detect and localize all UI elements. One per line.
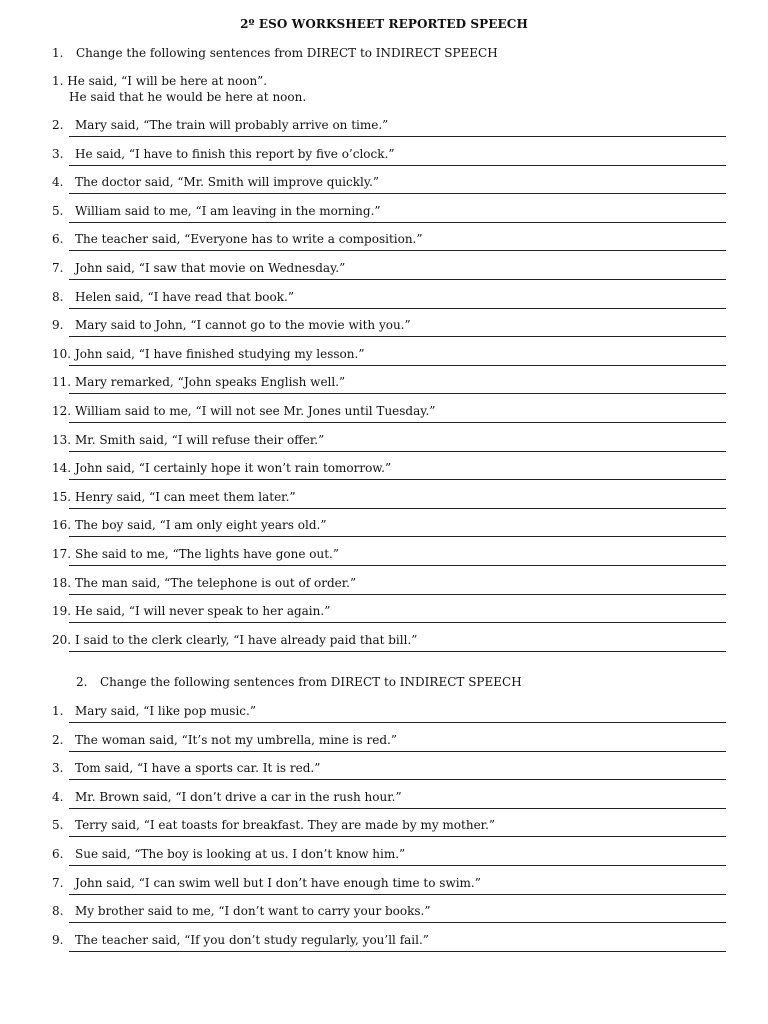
exercise-item: [52, 461, 726, 490]
answer-line[interactable]: [69, 308, 726, 309]
exercise-sentence: He said, “I will never speak to her again.”: [75, 604, 331, 619]
exercise-number: 17.: [52, 547, 72, 561]
exercise-sentence: My brother said to me, “I don’t want to carry your books.”: [75, 904, 431, 919]
exercise-item: [52, 604, 726, 633]
answer-line[interactable]: [69, 279, 726, 280]
answer-line[interactable]: [69, 651, 726, 652]
exercise-number: 4.: [52, 175, 64, 190]
answer-line[interactable]: [69, 951, 726, 952]
exercise-sentence: John said, “I have finished studying my lesson.”: [75, 346, 365, 361]
exercise-sentence: Terry said, “I eat toasts for breakfast. They are made by my mother.”: [75, 818, 496, 833]
exercise-item: [52, 261, 726, 290]
answer-line[interactable]: [69, 365, 726, 366]
exercise-number: 10.: [52, 346, 72, 361]
exercise-item: [52, 290, 726, 319]
exercise-sentence: Helen said, “I have read that book.”: [75, 289, 294, 304]
exercise-sentence: William said to me, “I am leaving in the morning.”: [75, 203, 381, 218]
exercise-number: 11.: [52, 375, 72, 390]
exercise-item: [52, 347, 726, 376]
exercise-item: [52, 704, 726, 733]
exercise-item: [52, 433, 726, 462]
exercise-item: [52, 733, 726, 762]
exercise-item: [52, 904, 726, 933]
exercise-number: 20.: [52, 632, 72, 647]
exercise-number: 8.: [52, 904, 64, 919]
section-1-instruction: Change the following sentences from DIRECT to INDIRECT SPEECH: [76, 46, 498, 60]
answer-line[interactable]: [69, 536, 726, 537]
exercise-item: [52, 818, 726, 847]
exercise-number: 6.: [52, 847, 64, 861]
answer-line[interactable]: [69, 565, 726, 566]
answer-line[interactable]: [69, 250, 726, 251]
answer-line[interactable]: [69, 136, 726, 137]
exercise-sentence: Mary said to John, “I cannot go to the movie with you.”: [75, 318, 411, 333]
exercise-item: [52, 633, 726, 662]
section-1-number: 1.: [52, 46, 64, 60]
exercise-number: 14.: [52, 461, 72, 476]
exercise-sentence: John said, “I certainly hope it won’t rain tomorrow.”: [75, 461, 392, 476]
answer-line[interactable]: [69, 451, 726, 452]
answer-line[interactable]: [69, 165, 726, 166]
exercise-sentence: She said to me, “The lights have gone out.”: [75, 547, 339, 561]
exercise-number: 2.: [52, 732, 64, 747]
exercise-item: [52, 761, 726, 790]
exercise-sentence: Mary remarked, “John speaks English well.”: [75, 375, 346, 390]
answer-line[interactable]: [69, 594, 726, 595]
answer-line[interactable]: [69, 751, 726, 752]
exercise-item: [52, 404, 726, 433]
exercise-item: [52, 375, 726, 404]
exercise-item: [52, 847, 726, 876]
exercise-sentence: The boy said, “I am only eight years old.”: [75, 518, 327, 533]
answer-line[interactable]: [69, 193, 726, 194]
example-sentence: 1. He said, “I will be here at noon”.: [52, 74, 268, 88]
exercise-number: 5.: [52, 818, 64, 833]
answer-line[interactable]: [69, 393, 726, 394]
exercise-number: 8.: [52, 289, 64, 304]
exercise-item: [52, 232, 726, 261]
exercise-sentence: The teacher said, “Everyone has to write a composition.”: [75, 232, 423, 247]
exercise-sentence: The woman said, “It’s not my umbrella, mine is red.”: [75, 732, 397, 747]
exercise-number: 13.: [52, 432, 72, 447]
exercise-sentence: Mary said, “I like pop music.”: [75, 704, 256, 718]
answer-line[interactable]: [69, 894, 726, 895]
exercise-number: 3.: [52, 146, 64, 161]
exercise-number: 18.: [52, 575, 72, 590]
exercise-sentence: Mary said, “The train will probably arrive on time.”: [75, 118, 389, 132]
exercise-sentence: He said, “I have to finish this report by five o’clock.”: [75, 146, 395, 161]
exercise-sentence: The teacher said, “If you don’t study regularly, you’ll fail.”: [75, 932, 429, 947]
exercise-item: [52, 576, 726, 605]
exercise-sentence: Mr. Brown said, “I don’t drive a car in the rush hour.”: [75, 789, 402, 804]
exercise-number: 7.: [52, 261, 64, 275]
exercise-sentence: John said, “I saw that movie on Wednesday.”: [75, 261, 346, 275]
exercise-item: [52, 490, 726, 519]
exercise-number: 12.: [52, 404, 72, 418]
exercise-sentence: I said to the clerk clearly, “I have already paid that bill.”: [75, 632, 418, 647]
exercise-number: 2.: [52, 118, 64, 132]
exercise-item: [52, 790, 726, 819]
answer-line[interactable]: [69, 836, 726, 837]
exercise-sentence: The man said, “The telephone is out of order.”: [75, 575, 357, 590]
answer-line[interactable]: [69, 808, 726, 809]
exercise-number: 7.: [52, 875, 64, 890]
exercise-number: 3.: [52, 761, 64, 776]
exercise-sentence: Sue said, “The boy is looking at us. I don’t know him.”: [75, 847, 406, 861]
exercise-item: [52, 118, 726, 147]
exercise-item: [52, 204, 726, 233]
section-2-heading: [76, 675, 522, 689]
section-1-heading: [52, 46, 498, 60]
exercise-number: 9.: [52, 318, 64, 333]
answer-line[interactable]: [69, 508, 726, 509]
example-item: [52, 73, 306, 105]
answer-line[interactable]: [69, 479, 726, 480]
exercise-sentence: Mr. Smith said, “I will refuse their offer.”: [75, 432, 325, 447]
exercise-item: [52, 147, 726, 176]
section-2-number: 2.: [76, 675, 88, 689]
exercise-number: 6.: [52, 232, 64, 247]
exercise-sentence: Tom said, “I have a sports car. It is red.”: [75, 761, 321, 776]
answer-line[interactable]: [69, 722, 726, 723]
exercise-sentence: Henry said, “I can meet them later.”: [75, 489, 296, 504]
answer-line[interactable]: [69, 779, 726, 780]
exercise-number: 9.: [52, 932, 64, 947]
section-2-instruction: Change the following sentences from DIRECT to INDIRECT SPEECH: [100, 675, 522, 689]
example-answer: He said that he would be here at noon.: [69, 90, 307, 104]
exercise-number: 19.: [52, 604, 72, 619]
exercise-item: [52, 933, 726, 962]
exercise-item: [52, 175, 726, 204]
exercise-item: [52, 547, 726, 576]
answer-line[interactable]: [69, 622, 726, 623]
exercise-number: 16.: [52, 518, 72, 533]
answer-line[interactable]: [69, 865, 726, 866]
exercise-number: 5.: [52, 203, 64, 218]
exercise-item: [52, 518, 726, 547]
answer-line[interactable]: [69, 336, 726, 337]
exercise-number: 4.: [52, 789, 64, 804]
exercise-number: 1.: [52, 704, 64, 718]
exercise-item: [52, 876, 726, 905]
exercise-sentence: John said, “I can swim well but I don’t have enough time to swim.”: [75, 875, 481, 890]
exercise-sentence: William said to me, “I will not see Mr. Jones until Tuesday.”: [75, 404, 436, 418]
worksheet-title: 2º ESO WORKSHEET REPORTED SPEECH: [240, 17, 528, 31]
exercise-sentence: The doctor said, “Mr. Smith will improve quickly.”: [75, 175, 379, 190]
answer-line[interactable]: [69, 422, 726, 423]
answer-line[interactable]: [69, 922, 726, 923]
answer-line[interactable]: [69, 222, 726, 223]
exercise-number: 15.: [52, 489, 72, 504]
exercise-item: [52, 318, 726, 347]
